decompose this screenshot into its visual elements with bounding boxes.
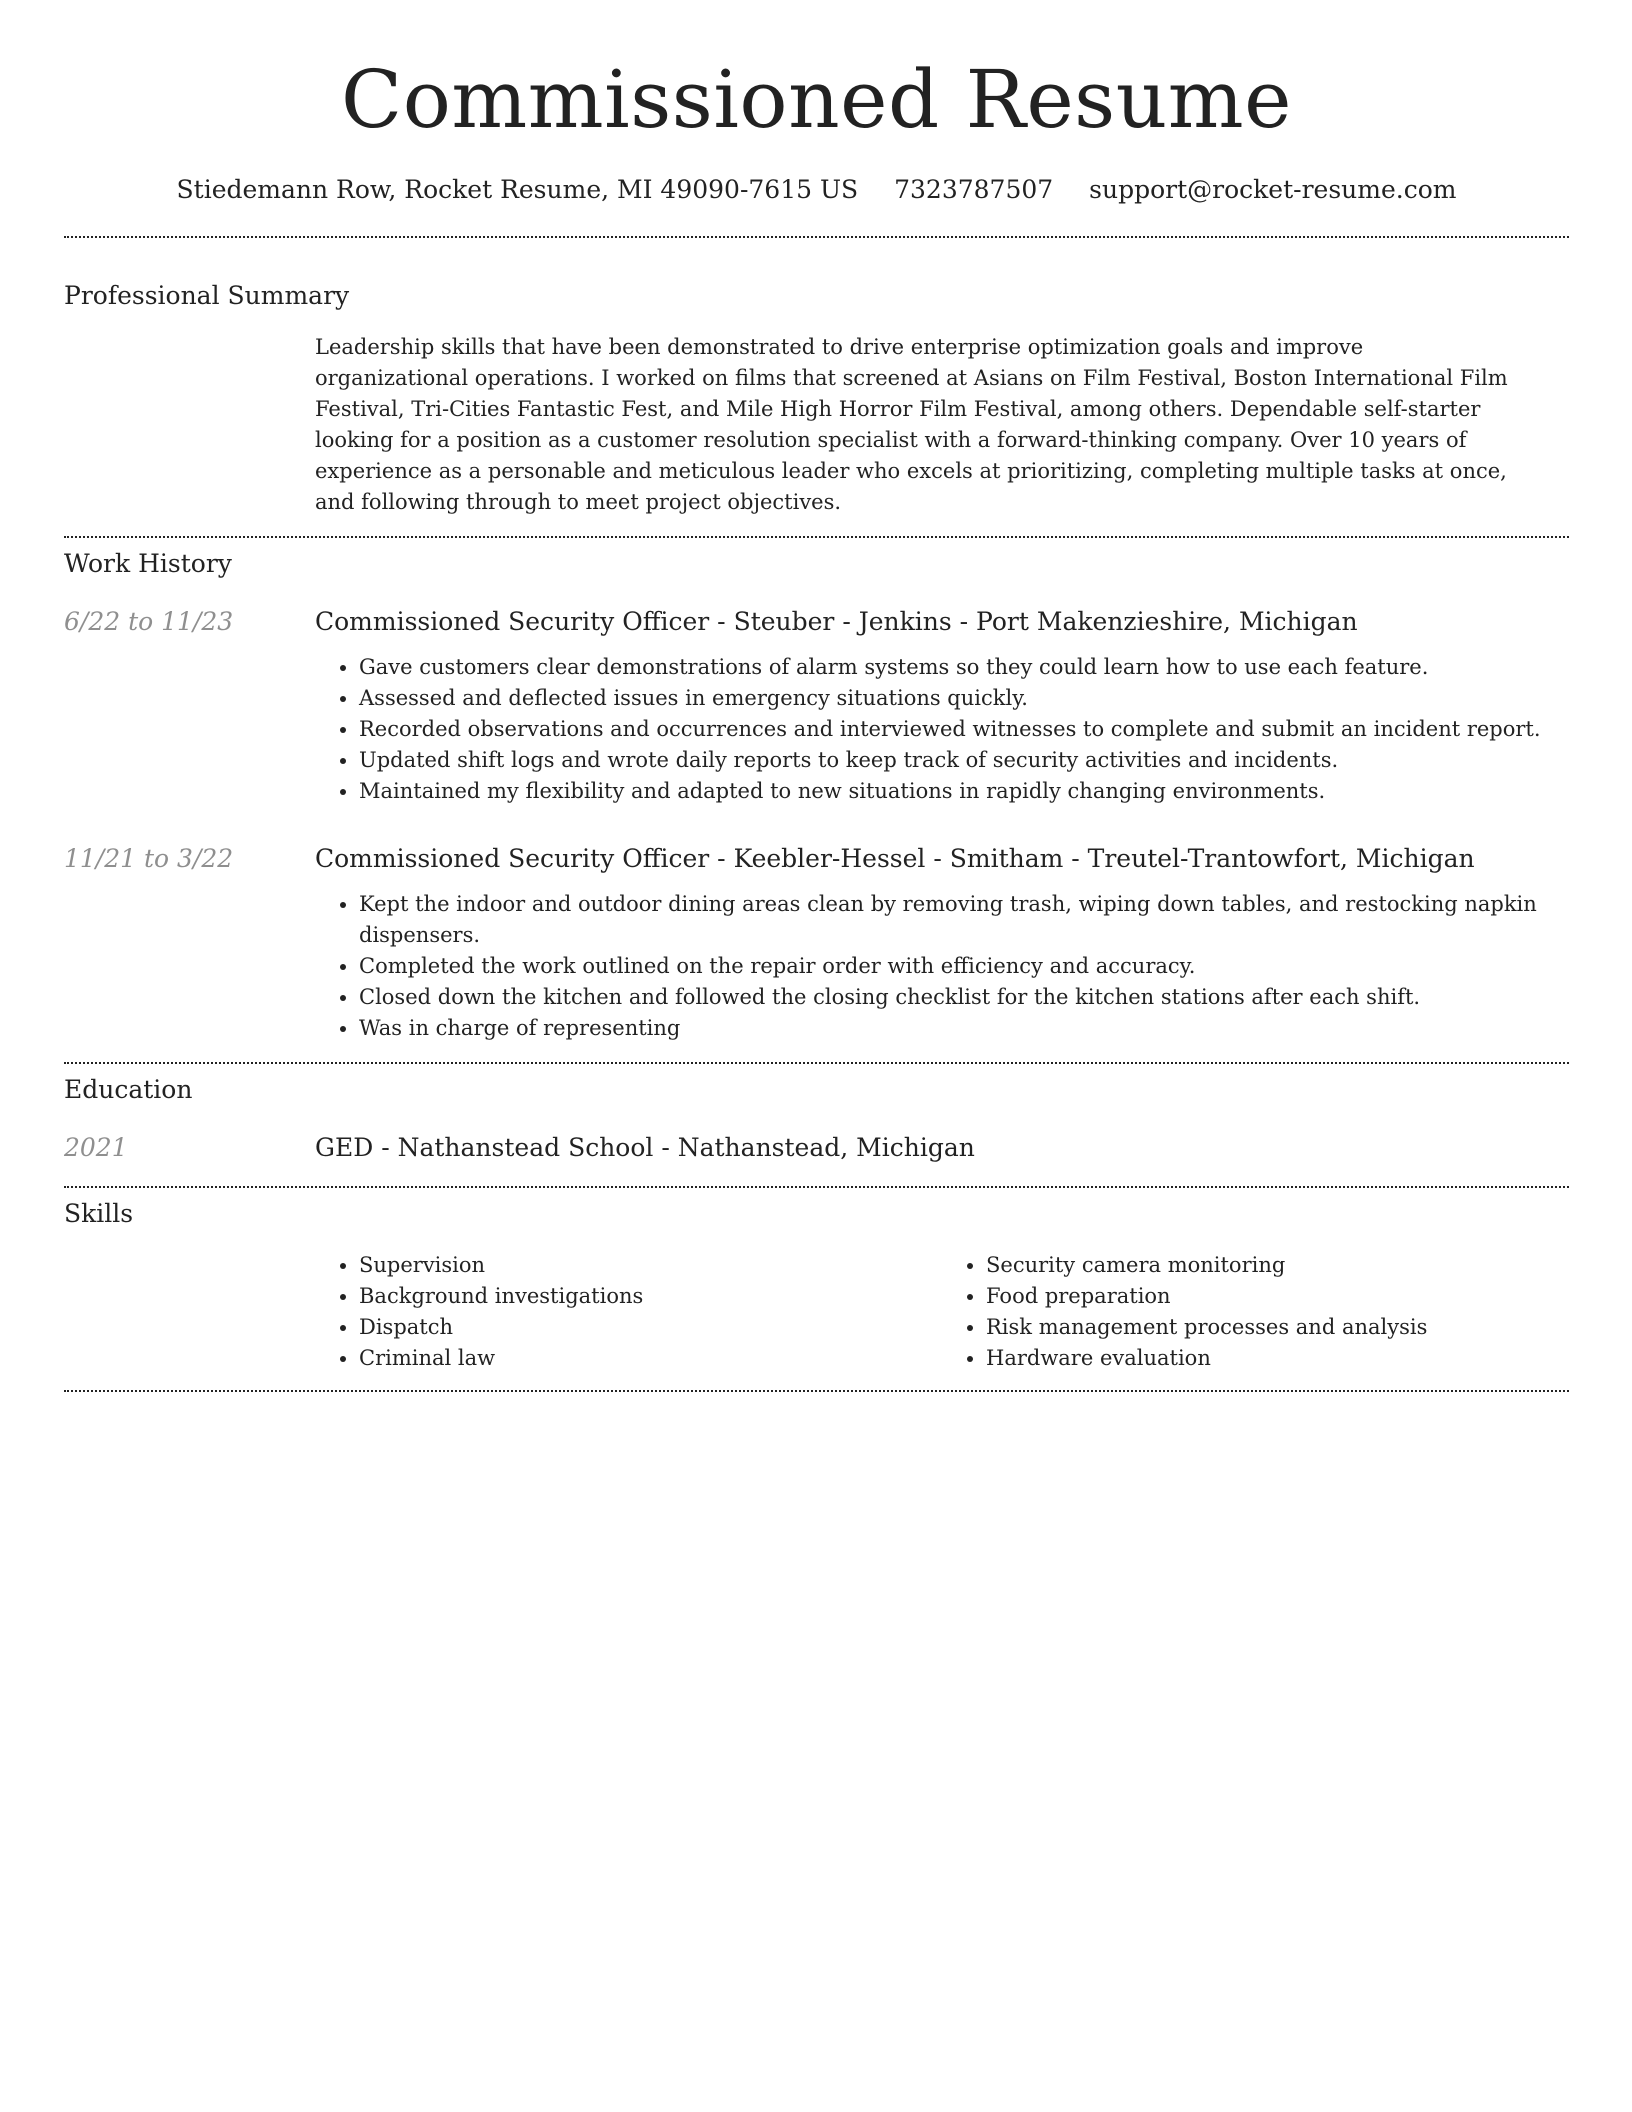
resume-name: Commissioned Resume bbox=[341, 53, 1292, 146]
skill-item: • Security camera monitoring bbox=[986, 1250, 1569, 1281]
job-bullet: • Recorded observations and occurrences and interviewed witnesses to complete and submit an incident report. bbox=[359, 714, 1569, 745]
job-entry bbox=[64, 843, 1569, 1044]
education-section bbox=[64, 1074, 1569, 1164]
job-bullets bbox=[315, 652, 1569, 807]
job-bullet: • Closed down the kitchen and followed the closing checklist for the kitchen stations after each shift. bbox=[359, 982, 1569, 1013]
contact-email: support@rocket-resume.com bbox=[1089, 175, 1457, 204]
education-heading: Education bbox=[64, 1075, 193, 1104]
job-title: Commissioned Security Officer - Steuber - Jenkins - Port Makenzieshire, Michigan bbox=[315, 607, 1358, 636]
skill-item: • Supervision bbox=[359, 1250, 942, 1281]
education-title: GED - Nathanstead School - Nathanstead, Michigan bbox=[315, 1133, 975, 1162]
job-bullet: • Maintained my flexibility and adapted to new situations in rapidly changing environments. bbox=[359, 776, 1569, 807]
skills-column-right bbox=[942, 1250, 1569, 1374]
work-section bbox=[64, 548, 1569, 1044]
job-bullet: • Updated shift logs and wrote daily reports to keep track of security activities and incidents. bbox=[359, 745, 1569, 776]
skills-heading: Skills bbox=[64, 1199, 134, 1228]
job-bullet: • Gave customers clear demonstrations of alarm systems so they could learn how to use each feature. bbox=[359, 652, 1569, 683]
skill-item: • Hardware evaluation bbox=[986, 1343, 1569, 1374]
work-heading: Work History bbox=[64, 549, 232, 578]
skill-item: • Criminal law bbox=[359, 1343, 942, 1374]
summary-section bbox=[64, 280, 1569, 518]
job-entry bbox=[64, 606, 1569, 807]
resume-page bbox=[64, 0, 1569, 1392]
skill-item: • Risk management processes and analysis bbox=[986, 1312, 1569, 1343]
job-bullet: • Completed the work outlined on the repair order with efficiency and accuracy. bbox=[359, 951, 1569, 982]
divider bbox=[64, 1062, 1569, 1064]
summary-heading: Professional Summary bbox=[64, 281, 350, 310]
job-body bbox=[315, 843, 1569, 1044]
skill-item: • Background investigations bbox=[359, 1281, 942, 1312]
divider bbox=[64, 536, 1569, 538]
skills-column-left bbox=[315, 1250, 942, 1374]
education-body bbox=[315, 1132, 1569, 1164]
job-bullet: • Assessed and deflected issues in emergency situations quickly. bbox=[359, 683, 1569, 714]
job-bullets bbox=[315, 889, 1569, 1044]
contact-phone: 7323787507 bbox=[894, 175, 1054, 204]
education-entry bbox=[64, 1132, 1569, 1164]
job-bullet: • Was in charge of representing bbox=[359, 1013, 1569, 1044]
job-bullet: • Kept the indoor and outdoor dining areas clean by removing trash, wiping down tables, and restocking napkin dispensers. bbox=[359, 889, 1569, 951]
contact-address: Stiedemann Row, Rocket Resume, MI 49090-7615 US bbox=[176, 175, 859, 204]
education-date: 2021 bbox=[64, 1133, 128, 1162]
divider bbox=[64, 1186, 1569, 1188]
summary-text: Leadership skills that have been demonstrated to drive enterprise optimization goals and improve organizational operations. I worked on films that screened at Asians on Film Festival, Boston International Film Festival, Tri-Cities Fantastic Fest, and Mile High Horror Film Festival, among others. Dependable self-starter looking for a position as a customer resolution specialist with a forward-thinking company. Over 10 years of experience as a personable and meticulous leader who excels at prioritizing, completing multiple tasks at once, and following through to meet project objectives. bbox=[315, 335, 1508, 514]
divider bbox=[64, 1390, 1569, 1392]
job-body bbox=[315, 606, 1569, 807]
skills-section bbox=[64, 1198, 1569, 1374]
contact-line bbox=[64, 174, 1569, 206]
job-dates: 11/21 to 3/22 bbox=[64, 844, 234, 873]
job-dates: 6/22 to 11/23 bbox=[64, 607, 234, 636]
divider bbox=[64, 236, 1569, 238]
skill-item: • Dispatch bbox=[359, 1312, 942, 1343]
skills-list bbox=[315, 1250, 1569, 1374]
skill-item: • Food preparation bbox=[986, 1281, 1569, 1312]
job-title: Commissioned Security Officer - Keebler-Hessel - Smitham - Treutel-Trantowfort, Michigan bbox=[315, 844, 1475, 873]
